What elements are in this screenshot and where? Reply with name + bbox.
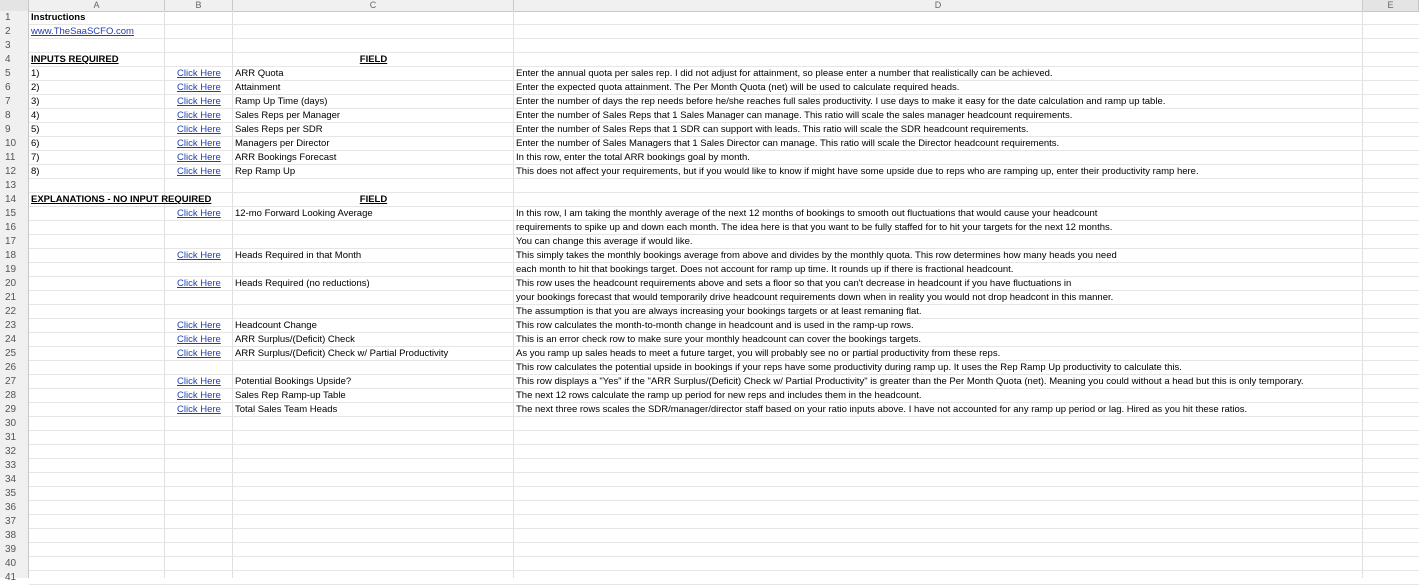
row-header-25[interactable]: 25	[5, 348, 17, 359]
field-description: Enter the number of Sales Reps that 1 Sales Manager can manage. This ratio will scale the sales manager headcount requirements.	[516, 110, 1073, 121]
field-name: Potential Bookings Upside?	[235, 376, 352, 387]
field-name: Total Sales Team Heads	[235, 404, 338, 415]
cell-a-text: 3)	[31, 96, 40, 107]
row-header-32[interactable]: 32	[5, 446, 17, 457]
row-header-20[interactable]: 20	[5, 278, 17, 289]
row-header-28[interactable]: 28	[5, 390, 17, 401]
field-description: Enter the number of Sales Reps that 1 SDR can support with leads. This ratio will scale the SDR headcount requirements.	[516, 124, 1029, 135]
row-header-13[interactable]: 13	[5, 180, 17, 191]
field-description: This does not affect your requirements, but if you would like to know if might have some upside due to reps who are ramping up, enter their productivity ramp here.	[516, 166, 1199, 177]
field-description: This row calculates the potential upside in bookings if your reps have some productivity during ramp up. It uses the Rep Ramp Up productivity to calculate this.	[516, 362, 1182, 373]
field-description: This row calculates the month-to-month change in headcount and is used in the ramp-up rows.	[516, 320, 914, 331]
field-description: This simply takes the monthly bookings average from above and divides by the monthly quota. This row determines how many heads you need	[516, 250, 1117, 261]
click-here-link[interactable]: Click Here	[177, 278, 221, 289]
field-name: ARR Quota	[235, 68, 284, 79]
row-header-18[interactable]: 18	[5, 250, 17, 261]
sheet-row	[29, 501, 1419, 515]
select-all-corner[interactable]	[0, 0, 29, 11]
field-name: Heads Required in that Month	[235, 250, 362, 261]
column-header-b[interactable]: B	[165, 0, 233, 11]
field-name: Attainment	[235, 82, 281, 93]
cell-a-text: Instructions	[31, 12, 86, 23]
click-here-link[interactable]: Click Here	[177, 68, 221, 79]
section-heading: EXPLANATIONS - NO INPUT REQUIRED	[31, 194, 212, 205]
row-header-27[interactable]: 27	[5, 376, 17, 387]
row-header-5[interactable]: 5	[5, 68, 11, 79]
click-here-link[interactable]: Click Here	[177, 390, 221, 401]
row-header-16[interactable]: 16	[5, 222, 17, 233]
section-heading: INPUTS REQUIRED	[31, 54, 119, 65]
cell-a-text: 4)	[31, 110, 40, 121]
row-header-35[interactable]: 35	[5, 488, 17, 499]
sheet-row	[29, 25, 1419, 39]
field-name: Sales Reps per SDR	[235, 124, 323, 135]
field-description: The next three rows scales the SDR/manager/director staff based on your ratio inputs above. I have not accounted for any ramp up period or lag. Hired as you hit these ratios.	[516, 404, 1248, 415]
field-name: Sales Reps per Manager	[235, 110, 341, 121]
row-header-14[interactable]: 14	[5, 194, 17, 205]
row-header-40[interactable]: 40	[5, 558, 17, 569]
row-header-10[interactable]: 10	[5, 138, 17, 149]
row-header-41[interactable]: 41	[5, 572, 17, 583]
field-description: This row displays a "Yes" if the "ARR Surplus/(Deficit) Check w/ Partial Productivity" is greater than the Per Month Quota (net). Meaning you could without a head but this is only temporary.	[516, 376, 1304, 387]
click-here-link[interactable]: Click Here	[177, 138, 221, 149]
row-header-34[interactable]: 34	[5, 474, 17, 485]
row-header-36[interactable]: 36	[5, 502, 17, 513]
website-link[interactable]: www.TheSaaSCFO.com	[31, 26, 134, 37]
cell-a-text: 2)	[31, 82, 40, 93]
row-header-31[interactable]: 31	[5, 432, 17, 443]
column-header-c[interactable]: C	[233, 0, 514, 11]
row-header-15[interactable]: 15	[5, 208, 17, 219]
row-header-3[interactable]: 3	[5, 40, 11, 51]
row-header-19[interactable]: 19	[5, 264, 17, 275]
field-name: Heads Required (no reductions)	[235, 278, 370, 289]
field-description: Enter the number of days the rep needs before he/she reaches full sales productivity. I use days to make it easy for the date calculation and ramp up table.	[516, 96, 1166, 107]
field-description: Enter the number of Sales Managers that 1 Sales Director can manage. This ratio will scale the Director headcount requirements.	[516, 138, 1060, 149]
field-description: As you ramp up sales heads to meet a future target, you will probably see no or partial productivity from these reps.	[516, 348, 1001, 359]
field-name: ARR Surplus/(Deficit) Check	[235, 334, 355, 345]
field-name: 12-mo Forward Looking Average	[235, 208, 373, 219]
click-here-link[interactable]: Click Here	[177, 96, 221, 107]
row-header-22[interactable]: 22	[5, 306, 17, 317]
field-description: You can change this average if would like.	[516, 236, 693, 247]
row-header-33[interactable]: 33	[5, 460, 17, 471]
sheet-grid[interactable]	[29, 11, 1419, 578]
field-description: your bookings forecast that would temporarily drive headcount requirements down when in reality you would not drop headcont in this manner.	[516, 292, 1114, 303]
sheet-row	[29, 11, 1419, 25]
row-header-9[interactable]: 9	[5, 124, 11, 135]
row-header-6[interactable]: 6	[5, 82, 11, 93]
row-header-39[interactable]: 39	[5, 544, 17, 555]
row-header-23[interactable]: 23	[5, 320, 17, 331]
field-description: requirements to spike up and down each month. The idea here is that you want to be fully staffed for to hit your targets for the next 12 months.	[516, 222, 1113, 233]
column-header-a[interactable]: A	[29, 0, 165, 11]
row-header-2[interactable]: 2	[5, 26, 11, 37]
sheet-row	[29, 459, 1419, 473]
row-header-21[interactable]: 21	[5, 292, 17, 303]
row-header-8[interactable]: 8	[5, 110, 11, 121]
click-here-link[interactable]: Click Here	[177, 334, 221, 345]
click-here-link[interactable]: Click Here	[177, 152, 221, 163]
sheet-row	[29, 473, 1419, 487]
field-name: Managers per Director	[235, 138, 330, 149]
sheet-row	[29, 515, 1419, 529]
field-description: each month to hit that bookings target. Does not account for ramp up time. It rounds up if there is fractional headcount.	[516, 264, 1014, 275]
sheet-row	[29, 529, 1419, 543]
row-header-26[interactable]: 26	[5, 362, 17, 373]
cell-a-text: 8)	[31, 166, 40, 177]
field-name: ARR Surplus/(Deficit) Check w/ Partial Productivity	[235, 348, 449, 359]
field-description: The assumption is that you are always increasing your bookings targets or at least remaning flat.	[516, 306, 922, 317]
column-header-e[interactable]: E	[1363, 0, 1419, 11]
click-here-link[interactable]: Click Here	[177, 348, 221, 359]
sheet-row	[29, 235, 1419, 249]
sheet-row	[29, 179, 1419, 193]
sheet-row	[29, 445, 1419, 459]
click-here-link[interactable]: Click Here	[177, 404, 221, 415]
click-here-link[interactable]: Click Here	[177, 250, 221, 261]
field-name: Ramp Up Time (days)	[235, 96, 328, 107]
field-name: Rep Ramp Up	[235, 166, 296, 177]
click-here-link[interactable]: Click Here	[177, 124, 221, 135]
row-header-38[interactable]: 38	[5, 530, 17, 541]
sheet-row	[29, 571, 1419, 585]
cell-a-text: 6)	[31, 138, 40, 149]
field-name: Headcount Change	[235, 320, 317, 331]
field-description: In this row, enter the total ARR bookings goal by month.	[516, 152, 750, 163]
field-description: Enter the annual quota per sales rep. I did not adjust for attainment, so please enter a number that realistically can be achieved.	[516, 68, 1053, 79]
row-header-37[interactable]: 37	[5, 516, 17, 527]
row-header-11[interactable]: 11	[5, 152, 16, 163]
sheet-row	[29, 543, 1419, 557]
field-name: Sales Rep Ramp-up Table	[235, 390, 346, 401]
row-header-30[interactable]: 30	[5, 418, 17, 429]
sheet-row	[29, 431, 1419, 445]
cell-a-text: 1)	[31, 68, 40, 79]
row-header-4[interactable]: 4	[5, 54, 11, 65]
field-description: Enter the expected quota attainment. The Per Month Quota (net) will be used to calculate required heads.	[516, 82, 960, 93]
click-here-link[interactable]: Click Here	[177, 110, 221, 121]
field-description: The next 12 rows calculate the ramp up period for new reps and includes them in the headcount.	[516, 390, 922, 401]
row-header-24[interactable]: 24	[5, 334, 17, 345]
row-header-29[interactable]: 29	[5, 404, 17, 415]
click-here-link[interactable]: Click Here	[177, 82, 221, 93]
click-here-link[interactable]: Click Here	[177, 376, 221, 387]
field-description: In this row, I am taking the monthly average of the next 12 months of bookings to smooth out fluctuations that would cause your headcount	[516, 208, 1098, 219]
sheet-row	[29, 557, 1419, 571]
field-description: This is an error check row to make sure your monthly headcount can cover the bookings targets.	[516, 334, 922, 345]
row-header-7[interactable]: 7	[5, 96, 11, 107]
click-here-link[interactable]: Click Here	[177, 320, 221, 331]
row-header-1[interactable]: 1	[5, 12, 11, 23]
sheet-row	[29, 487, 1419, 501]
row-header-17[interactable]: 17	[5, 236, 17, 247]
field-heading: FIELD	[359, 54, 388, 65]
sheet-row	[29, 39, 1419, 53]
sheet-row	[29, 417, 1419, 431]
click-here-link[interactable]: Click Here	[177, 208, 221, 219]
field-name: ARR Bookings Forecast	[235, 152, 337, 163]
column-header-d[interactable]: D	[514, 0, 1363, 11]
cell-a-text: 7)	[31, 152, 40, 163]
field-heading: FIELD	[359, 194, 388, 205]
click-here-link[interactable]: Click Here	[177, 166, 221, 177]
cell-a-text: 5)	[31, 124, 40, 135]
field-description: This row uses the headcount requirements above and sets a floor so that you can't decrease in headcount if you have fluctuations in	[516, 278, 1072, 289]
row-header-12[interactable]: 12	[5, 166, 17, 177]
